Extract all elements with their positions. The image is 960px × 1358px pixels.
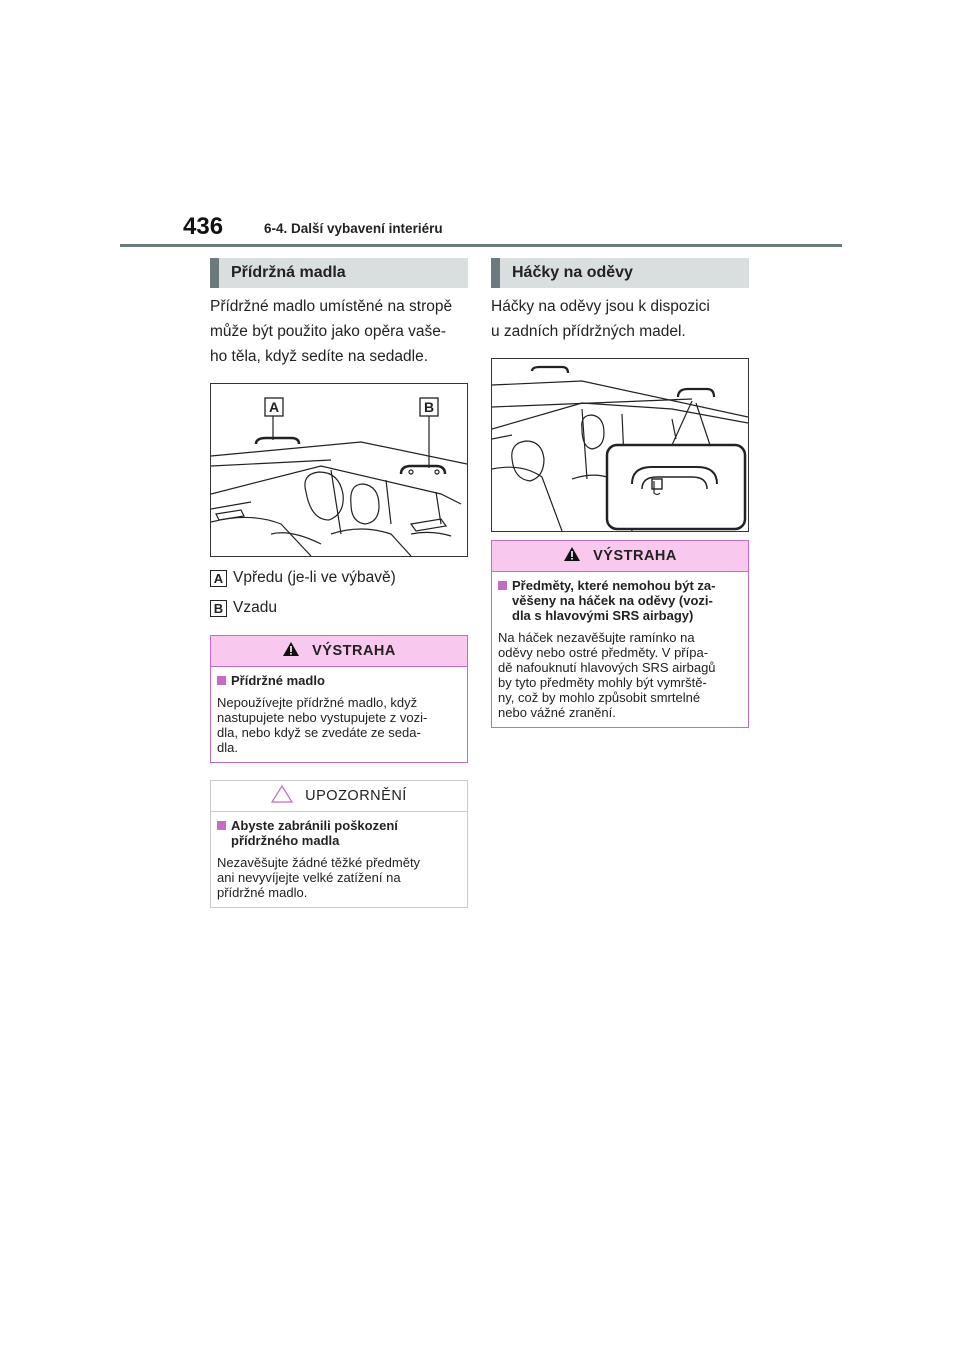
paragraph-line: Přídržné madlo umístěné na stropě (210, 298, 453, 315)
legend-item-b (210, 593, 468, 623)
text-line: Na háček nezavěšujte ramínko na (498, 630, 695, 645)
paragraph-line: může být použito jako opěra vaše- (210, 323, 447, 340)
header-rule (120, 244, 842, 247)
svg-text:A: A (268, 399, 280, 415)
text-line: ny, což by mohlo způsobit smrtelné (498, 690, 701, 705)
warning-triangle-icon (563, 546, 581, 566)
warning-header (211, 636, 467, 667)
text-line: nebo vážné zranění. (498, 705, 616, 720)
warning-item-title-line: věšeny na háček na oděvy (vozi- (512, 593, 713, 608)
warning-item-title-text: Přídržné madlo (231, 673, 325, 688)
legend-text: Vzadu (233, 599, 277, 616)
bullet-square-icon (217, 821, 226, 830)
car-interior-illustration (211, 384, 467, 556)
warning-title: VÝSTRAHA (593, 548, 677, 564)
notice-item-title (217, 818, 461, 848)
paragraph-line: u zadních přídržných madel. (491, 323, 686, 340)
warning-item-title (498, 578, 742, 623)
page-number: 436 (183, 213, 224, 240)
legend-item-a (210, 563, 468, 593)
text-line: oděvy nebo ostré předměty. V přípa- (498, 645, 709, 660)
legend-key: A (210, 570, 227, 587)
figure-legend (210, 563, 468, 623)
text-line: by tyto předměty mohly být vymrště- (498, 675, 707, 690)
caution-triangle-icon (271, 785, 293, 807)
notice-item-title-line: přídržného madla (231, 833, 340, 848)
warning-box-coat-hook (491, 540, 749, 728)
assist-grips-paragraph (210, 294, 468, 369)
coat-hook-figure (491, 358, 749, 532)
coat-hook-illustration (492, 359, 748, 531)
notice-item-title-line: Abyste zabránili poškození (231, 818, 398, 833)
text-line: dla, nebo když se zvedáte ze seda- (217, 725, 421, 740)
notice-body (211, 812, 467, 907)
warning-text (217, 695, 461, 755)
section-heading-assist-grips: Přídržná madla (210, 258, 468, 288)
hook-zoom-callout (607, 445, 745, 529)
label-a (265, 398, 283, 416)
text-line: Nezavěšujte žádné těžké předměty (217, 855, 421, 870)
warning-body (211, 667, 467, 762)
legend-key: B (210, 600, 227, 617)
warning-item-title-line: dla s hlavovými SRS airbagy) (512, 608, 694, 623)
svg-text:B: B (423, 399, 435, 415)
bullet-square-icon (498, 581, 507, 590)
text-line: dě nafouknutí hlavových SRS airbagů (498, 660, 716, 675)
right-column (491, 258, 749, 728)
paragraph-line: ho těla, když sedíte na sedadle. (210, 348, 429, 365)
label-b (420, 398, 438, 416)
notice-header (211, 781, 467, 812)
warning-text (498, 630, 742, 720)
warning-triangle-icon (282, 641, 300, 661)
text-line: dla. (217, 740, 238, 755)
warning-title: VÝSTRAHA (312, 643, 396, 659)
left-column (210, 258, 468, 908)
bullet-square-icon (217, 676, 226, 685)
section-heading-coat-hooks: Háčky na oděvy (491, 258, 749, 288)
text-line: Nepoužívejte přídržné madlo, když (217, 695, 418, 710)
warning-box-assist-grip (210, 635, 468, 763)
text-line: ani nevyvíjejte velké zatížení na (217, 870, 401, 885)
coat-hooks-paragraph (491, 294, 749, 344)
text-line: nastupujete nebo vystupujete z vozi- (217, 710, 428, 725)
warning-item-title-line: Předměty, které nemohou být za- (512, 578, 716, 593)
notice-box-assist-grip (210, 780, 468, 908)
chapter-title: 6-4. Další vybavení interiéru (264, 221, 443, 236)
assist-grips-figure (210, 383, 468, 557)
paragraph-line: Háčky na oděvy jsou k dispozici (491, 298, 710, 315)
notice-text (217, 855, 461, 900)
legend-text: Vpředu (je-li ve výbavě) (233, 569, 396, 586)
warning-item-title (217, 673, 461, 688)
warning-header (492, 541, 748, 572)
notice-title: UPOZORNĚNÍ (305, 788, 407, 804)
text-line: přídržné madlo. (217, 885, 308, 900)
warning-body (492, 572, 748, 727)
